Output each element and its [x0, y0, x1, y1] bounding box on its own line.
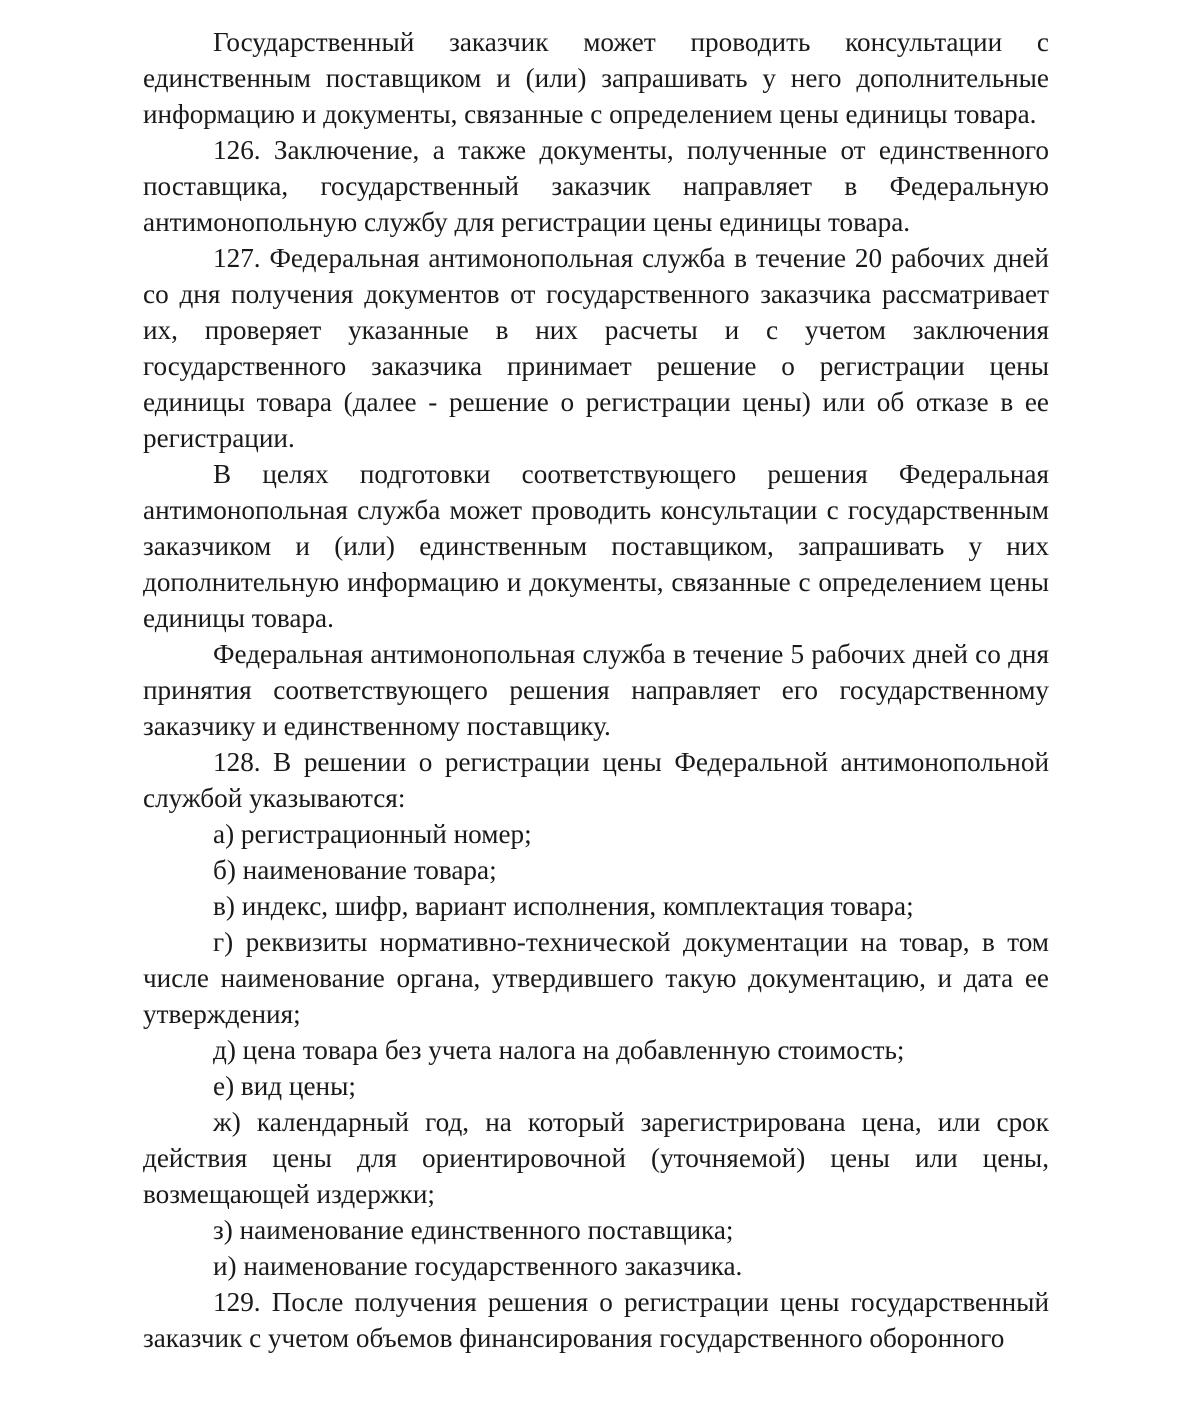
list-item-z: з) наименование единственного поставщика;: [213, 1215, 734, 1245]
paragraph-126: 126. Заключение, а также документы, полученные от единственного поставщика, государственный заказчик направляет в Федеральную антимонопольную службу для регистрации цены единицы товара.: [143, 135, 1049, 237]
list-item-zh: ж) календарный год, на который зарегистрирована цена, или срок действия цены для ориентировочной (уточняемой) цены или цены, возмещающей издержки;: [143, 1107, 1049, 1209]
paragraph-127-consultations: В целях подготовки соответствующего решения Федеральная антимонопольная служба может проводить консультации с государственным заказчиком и (или) единственным поставщиком, запрашивать у них дополнительную информацию и документы, связанные с определением цены единицы товара.: [143, 459, 1049, 633]
list-item-b: б) наименование товара;: [213, 855, 497, 885]
document-page: [143, 24, 1049, 1356]
list-item-g: г) реквизиты нормативно-технической документации на товар, в том числе наименование органа, утвердившего такую документацию, и дата ее утверждения;: [143, 927, 1049, 1029]
paragraph-128: 128. В решении о регистрации цены Федеральной антимонопольной службой указываются:: [143, 747, 1049, 813]
paragraph-127-notification: Федеральная антимонопольная служба в течение 5 рабочих дней со дня принятия соответствующего решения направляет его государственному заказчику и единственному поставщику.: [143, 639, 1049, 741]
list-item-v: в) индекс, шифр, вариант исполнения, комплектация товара;: [213, 891, 914, 921]
list-item-e: е) вид цены;: [213, 1071, 356, 1101]
paragraph-consultations: Государственный заказчик может проводить консультации с единственным поставщиком и (или) запрашивать у него дополнительные информацию и документы, связанные с определением цены единицы товара.: [143, 27, 1049, 129]
list-item-d: д) цена товара без учета налога на добавленную стоимость;: [213, 1035, 905, 1065]
list-item-a: а) регистрационный номер;: [213, 819, 532, 849]
paragraph-129: 129. После получения решения о регистрации цены государственный заказчик с учетом объемов финансирования государственного оборонного: [143, 1287, 1049, 1353]
paragraph-127: 127. Федеральная антимонопольная служба в течение 20 рабочих дней со дня получения документов от государственного заказчика рассматривает их, проверяет указанные в них расчеты и с учетом заключения государственного заказчика принимает решение о регистрации цены единицы товара (далее - решение о регистрации цены) или об отказе в ее регистрации.: [143, 243, 1049, 453]
list-item-i: и) наименование государственного заказчика.: [213, 1251, 743, 1281]
